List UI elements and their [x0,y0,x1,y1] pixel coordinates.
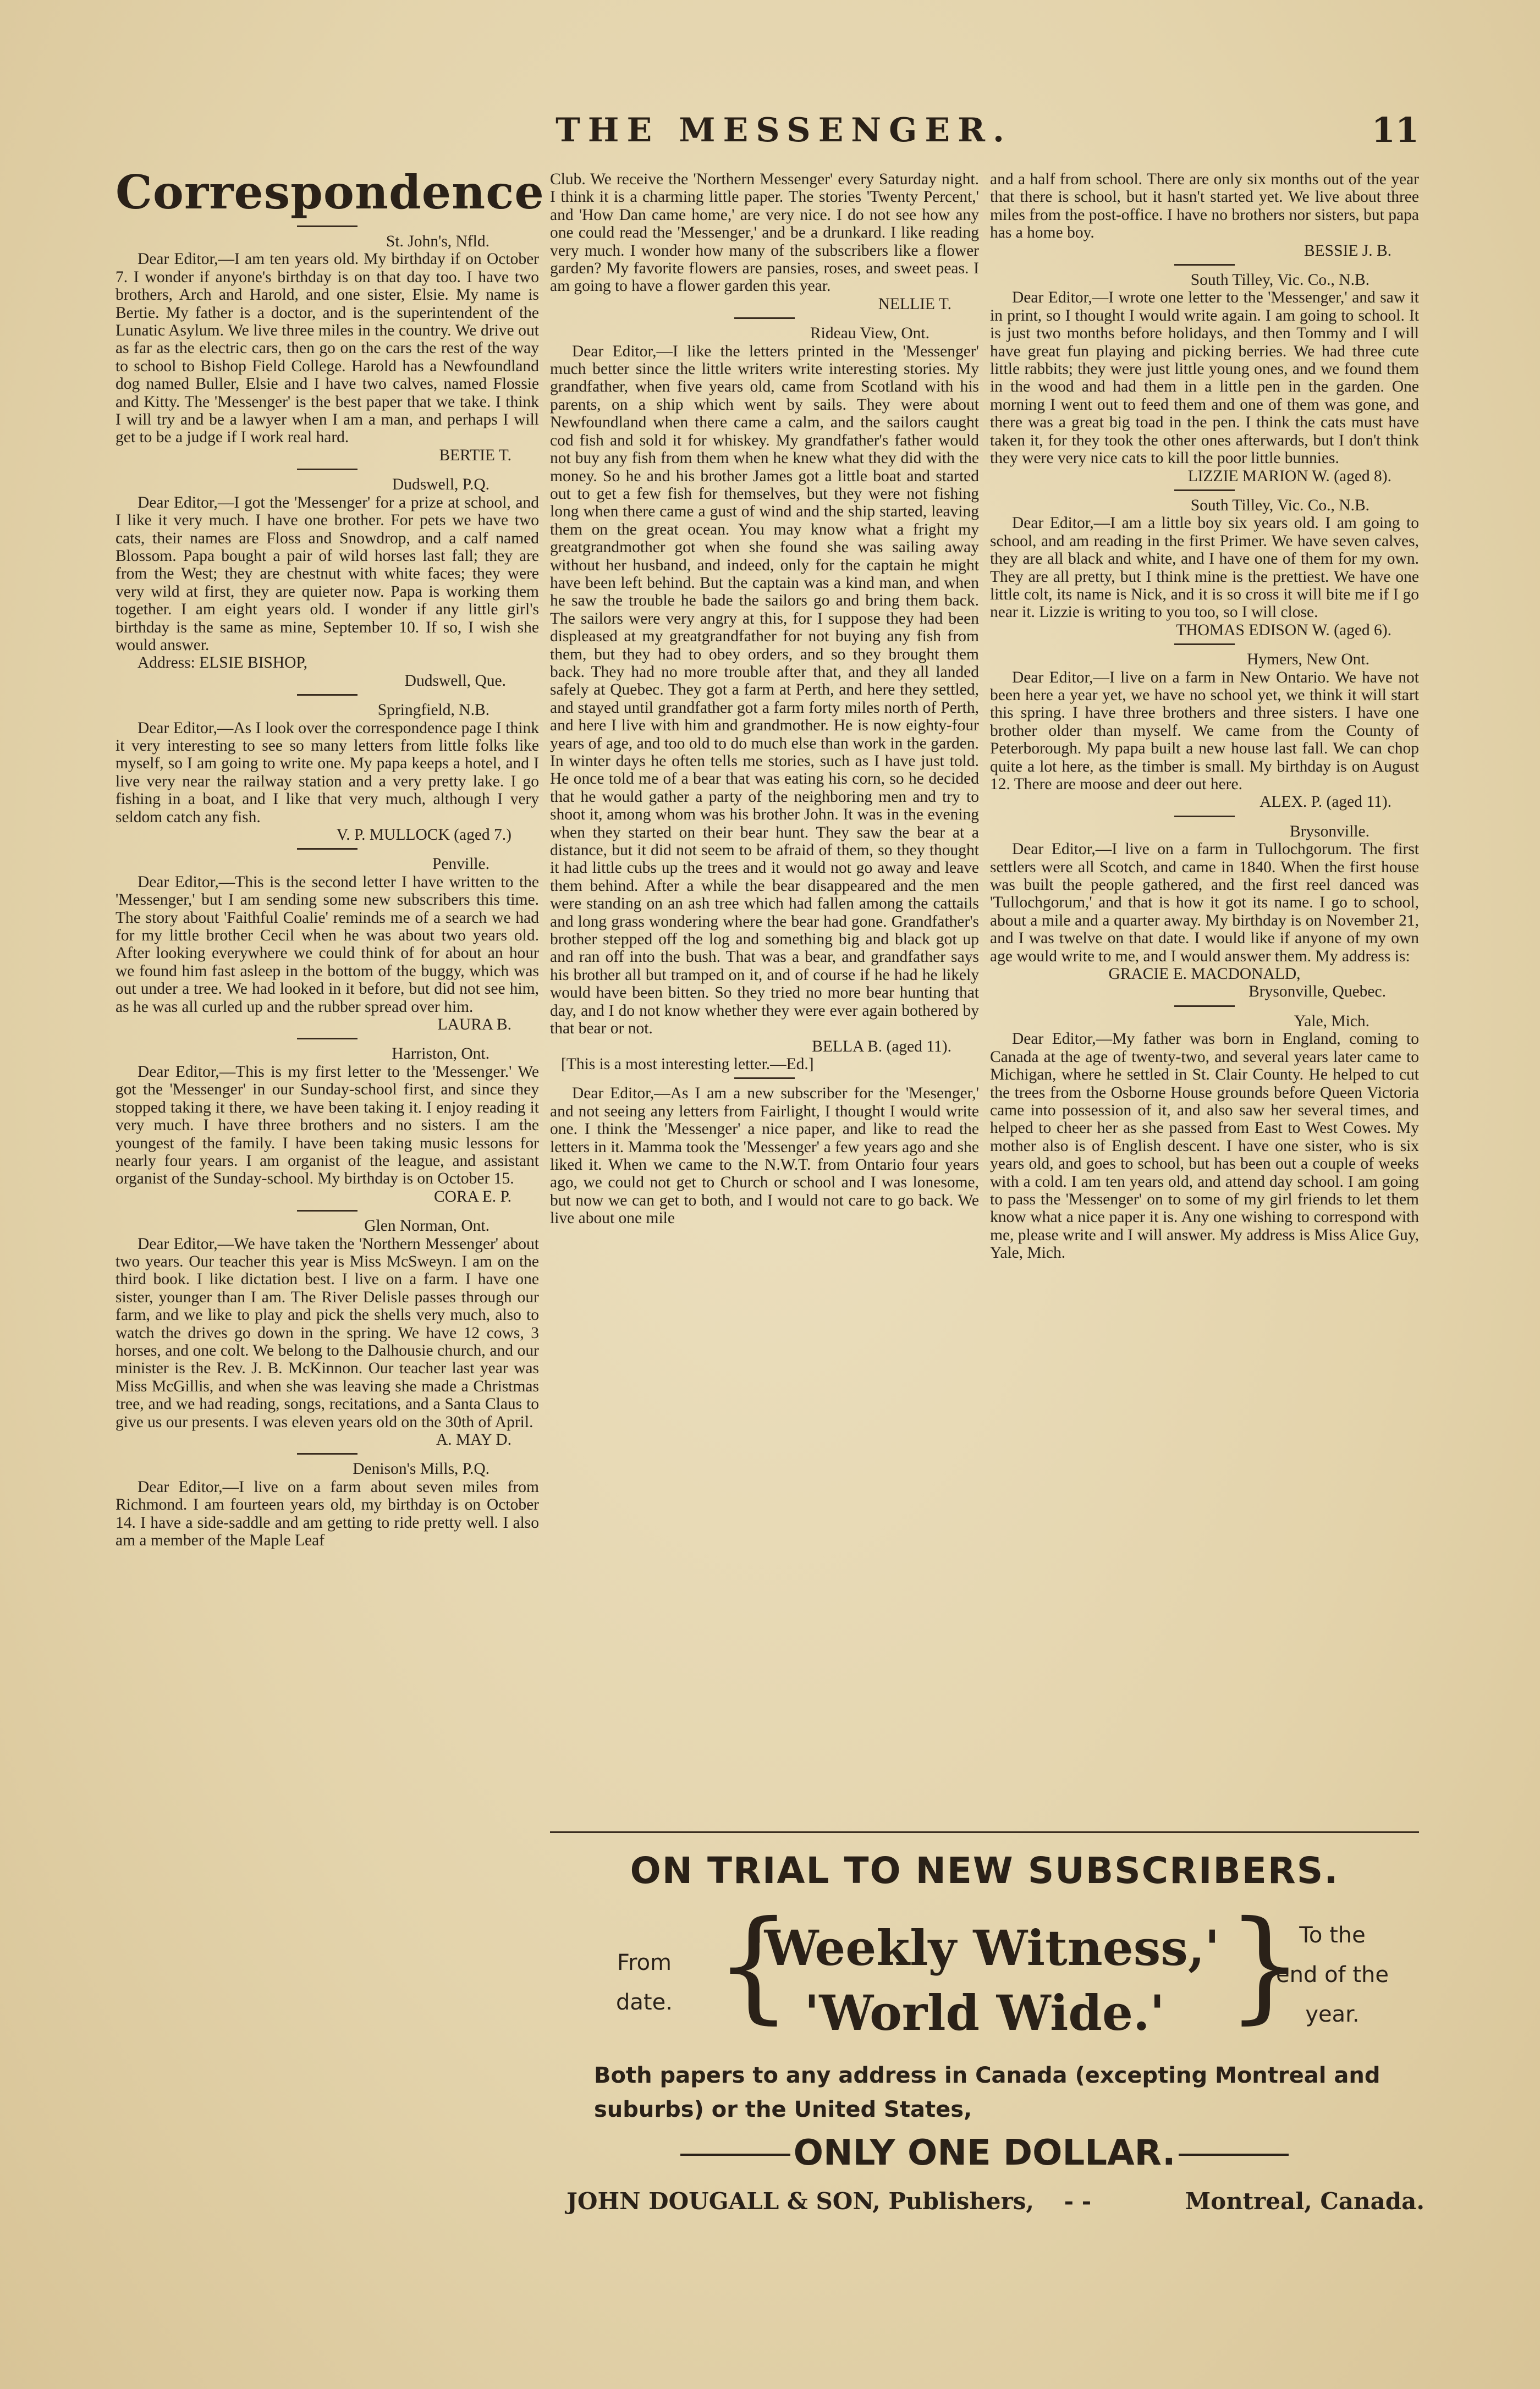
letter-body: Dear Editor,—My father was born in England, coming to Canada at the age of twenty-two, and several years later came to Michigan, where he settled in St. Clair County. He helped to cut the trees from the Osborne House grounds before Queen Victoria came into possession of it, and also saw her several times, and helped to cheer her as she passed from East to West Cowes. My mother also is of English descent. I have one sister, who is six years old, and goes to school, but has been out a couple of weeks with a cold. I am ten years old, and attend day school. I am going to pass the 'Messenger' on to some of my girl friends to let them know what a nice paper it is. Any one wishing to correspond with me, please write and I will answer. My address is Miss Alice Guy, Yale, Mich. [990,1030,1419,1262]
section-heading: Correspondence [116,165,544,219]
letter-place: Springfield, N.B. [377,701,490,719]
letter-body: Dear Editor,—We have taken the 'Northern Messenger' about two years. Our teacher this year is Miss McSweyn. I am on the third book. I like dictation best. I live on a farm. I have one sister, younger than I am. The River Delisle passes through our farm, and we like to play and pick the shells very much, also to watch the drives go down in the spring. We have 12 cows, 3 horses, and one colt. We belong to the Dalhousie church, and our minister is the Rev. J. B. McKinnon. Our teacher last year was Miss McGillis, and when she was leaving she made a Christmas tree, and we had reading, songs, recitations, and a Santa Claus to give us our presents. I was eleven years old on the 30th of April. [116,1235,539,1431]
right-brace-icon: } [1226,1895,1304,2035]
letter-body: Dear Editor,—I wrote one letter to the 'Messenger,' and saw it in print, so I thought I would write again. I am going to school. It is just two months before holidays, and then Tommy and I will have great fun playing and picking berries. We had three cute little rabbits; they were just little young ones, and we found them in the wood and had them in a little pen in the garden. One morning I went out to feed them and one of them was gone, and there was a great big toad in the pen. I think the cats must have taken it, for they took the other ones afterwards, but I don't think they were very nice cats to kill the poor little bunnies. [990,289,1419,467]
letter-place: Glen Norman, Ont. [364,1217,490,1235]
newspaper-title: THE MESSENGER. [556,111,1012,150]
letter [990,271,1419,485]
letter [116,1217,539,1449]
letter-signature: LIZZIE MARION W. (aged 8). [1187,467,1392,485]
ad-from-label: From [617,1950,672,1975]
ad-publisher [566,2188,1425,2215]
ad-publisher-name: JOHN DOUGALL & SON, Publishers, [566,2188,1035,2215]
letter-place: Denison's Mills, P.Q. [353,1460,490,1478]
letter-body: Dear Editor,—I live on a farm in Tullochgorum. The first settlers were all Scotch, and came in 1840. When the first house was built the people gathered, and the first reel danced was 'Tullochgorum,' and that is how it got its name. I go to school, about a mile and a quarter away. My birthday is on November 21, and I was twelve on that date. I would like if anyone of my own age would write to me, and I would answer them. My address is: [990,840,1419,965]
letter-signature: V. P. MULLOCK (aged 7.) [336,826,512,844]
ad-date-label: date. [616,1990,673,2015]
ad-right-line: To the [1299,1923,1366,1948]
letter-signature: A. MAY D. [436,1431,512,1449]
letter-place: Harriston, Ont. [392,1045,490,1063]
subscription-advertisement [550,1831,1425,2229]
letter-body: Dear Editor,—I like the letters printed in the 'Messenger' much better since the little writers write interesting stories. My grandfather, when five years old, came from Scotland with his parents, on a ship which went by sails. They were about Newfoundland when there came a calm, and the sailors caught cod fish and sold it for whiskey. My grandfather's father would not buy any fish from them when he knew what they did with the money. So he and his brother James got a little boat and started out to get a few fish for themselves, but they were not fishing long when there came a gust of wind and the ship started, leaving them on the great ocean. You may know what a fright my greatgrandmother got when she found she was sailing away without her husband, and indeed, only for the captain he might have been left behind. But the captain was a kind man, and when he saw the trouble he bade the sailors go and bring them back. The sailors were very angry at this, for I suppose they had been displeased at my greatgrandfather for not buying any fish from them, but they had to obey orders, and so they brought them back. They had no more trouble after that, and they all landed safely at Quebec. They got a farm at Perth, and here they settled, and stayed until grandfather got a farm forty miles north of Perth, and here I live with him and grandmother. He is now eighty-four years of age, and too old to do much else than work in the garden. In winter days he often tells me stories, such as I have just told. He once told me of a bear that was eating his corn, so he decided that he would gather a party of the neighboring men and try to shoot it, among whom was his brother John. It was in the evening when they started on their bear hunt. They saw the bear at a distance, but it did not seem to be afraid of them, so they thought it had little cubs up the trees and it would not go away and leave them behind. After a while the bear disappeared and the men were standing on an ash tree which had fallen among the cattails and long grass wondering where the bear had gone. Grandfather's brother stepped off the log and something big and black got up and ran off into the bush. That was a bear, and grandfather says his brother all but tramped on it, and of course if he had he likely would have been bitten. So they tried no more bear hunting that day, and I do not know whether they were ever again bothered by that bear or not. [550,342,979,1038]
letter-place: Penville. [432,855,490,873]
decorative-rule [1179,2154,1289,2156]
letter [990,1012,1419,1262]
column-3 [990,170,1419,1265]
letter [116,1045,539,1205]
letter-place: Yale, Mich. [1294,1012,1370,1030]
ad-paper-name: 'World Wide.' [804,1984,1165,2041]
ad-separator: - - [1064,2188,1092,2215]
letter-place: South Tilley, Vic. Co., N.B. [1190,271,1370,289]
letter-place: South Tilley, Vic. Co., N.B. [1190,496,1370,514]
letter [990,823,1419,1001]
letter [990,170,1419,260]
ad-city: Montreal, Canada. [1185,2188,1425,2215]
letter-body-continued: and a half from school. There are only six months out of the year that there is school, but it hasn't started yet. We live about three miles from the post-office. I have no brothers nor sisters, but papa has a home boy. [990,170,1419,242]
divider [297,1038,358,1039]
ad-right-text [1276,1915,1389,2034]
ad-headline: ON TRIAL TO NEW SUBSCRIBERS. [630,1849,1339,1892]
letter-address: Brysonville, Quebec. [1248,983,1386,1001]
divider [1174,1005,1235,1007]
divider [297,848,358,850]
letter [116,476,539,690]
letter-signature: BERTIE T. [439,446,512,464]
divider [734,317,795,319]
column-2 [550,170,979,1231]
letter-place: St. John's, Nfld. [386,233,490,250]
divider [1174,816,1235,817]
column-1 [116,165,544,1553]
ad-price-text: ONLY ONE DOLLAR. [793,2133,1176,2173]
letter [550,1085,979,1227]
divider [1174,489,1235,491]
letter [990,651,1419,811]
letter [116,701,539,844]
letter-place: Hymers, New Ont. [1247,651,1370,669]
letter-body: Dear Editor,—I live on a farm in New Ontario. We have not been here a year yet, we have no school yet, we think it will start this spring. I have three brothers and three sisters. I have one brother older than myself. We came from the County of Peterborough. My papa built a new house last fall. We can chop quite a lot here, as the timber is small. My birthday is on August 12. There are moose and deer out here. [990,668,1419,793]
divider [734,1077,795,1079]
letter-place: Rideau View, Ont. [810,324,930,343]
left-brace-icon: { [715,1895,792,2035]
ad-right-line: end of the [1276,1962,1389,1988]
divider [297,1453,358,1455]
ad-both-papers-text: Both papers to any address in Canada (excepting Montreal and suburbs) or the United States, [594,2063,1380,2122]
letter-signature: BESSIE J. B. [1304,241,1392,260]
letter-body: Dear Editor,—I got the 'Messenger' for a prize at school, and I like it very much. I have one brother. For pets we have two cats, their names are Floss and Snowdrop, and a calf named Blossom. Papa bought a pair of wild horses last fall; they are from the West; they are chestnut with white faces; they were very wild at first, they are quieter now. Papa is working them together. I am eight years old. I wonder if any little girl's birthday is the same as mine, September 10. If so, I wish she would answer. [116,493,539,654]
letter-signature: BELLA B. (aged 11). [812,1037,952,1055]
letter-place: Dudswell, P.Q. [392,476,490,494]
letter [550,170,979,313]
letter-body: Dear Editor,—This is my first letter to the 'Messenger.' We got the 'Messenger' in our Sunday-school first, and since they stopped taking it there, we have been taking it. I enjoy reading it very much. I have three brothers and no sisters. I am the youngest of the family. I have been taking music lessons for nearly four years. I am organist of the league, and assistant organist of the Sunday-school. My birthday is on October 15. [116,1063,539,1188]
page-number: 11 [1371,110,1419,150]
ad-paper-name: 'Weekly Witness,' [749,1919,1220,1977]
letter [550,324,979,1073]
divider [297,1210,358,1212]
ad-price [550,2133,1419,2173]
letter-body: Dear Editor,—I am a little boy six years old. I am going to school, and am reading in the first Primer. We have seven calves, they are all black and white, and I have one of them for my own. They are all pretty, but I think mine is the prettiest. We have one little colt, its name is Nick, and it is so cross it will bite me if I go near it. Lizzie is writing to you too, so I will close. [990,514,1419,621]
letter-signature: ALEX. P. (aged 11). [1260,793,1392,811]
letter-address: Dudswell, Que. [404,671,506,690]
letter-body-continued: Club. We receive the 'Northern Messenger' every Saturday night. I think it is a charming little paper. The stories 'Twenty Percent,' and 'How Dan came home,' are very nice. I do not see how any one could read the 'Messenger,' and be a drunkard. I like reading very much. I wonder how many of the subscribers like a flower garden? My favorite flowers are pansies, roses, and sweet peas. I am going to have a flower garden this year. [550,170,979,295]
editor-note: [This is a most interesting letter.—Ed.] [561,1055,814,1073]
letter [116,233,539,464]
letter-address: Address: ELSIE BISHOP, [138,654,307,672]
ad-left-text [616,1943,673,2022]
letter-signature: CORA E. P. [434,1187,512,1205]
letter-place: Brysonville. [1289,822,1370,840]
letter-signature: THOMAS EDISON W. (aged 6). [1176,621,1392,639]
letter-signature: NELLIE T. [878,295,952,313]
letter [990,497,1419,639]
divider [1174,264,1235,266]
divider [297,225,358,227]
divider [297,469,358,470]
letter-body: Dear Editor,—This is the second letter I have written to the 'Messenger,' but I am sending some new subscribers this time. The story about 'Faithful Coalie' reminds me of a search we had for my little brother Cecil when he was about two years old. After looking everywhere we could think of for about an hour we found him fast asleep in the bottom of the buggy, which was out under a tree. We had looked in it before, but did not see him, as he was all curled up and the rubber spread over him. [116,873,539,1016]
divider [297,694,358,696]
letter-body: Dear Editor,—As I look over the correspondence page I think it very interesting to see so many letters from little folks like myself, so I am going to write one. My papa keeps a hotel, and I live very near the railway station and a very pretty lake. I go fishing in a boat, and I like that very much, although I very seldom catch any fish. [116,719,539,826]
letter-body: Dear Editor,—As I am a new subscriber for the 'Mesenger,' and not seeing any letters from Fairlight, I thought I would write one. I think the 'Messenger' a nice paper, and like to read the letters in it. Mamma took the 'Messenger' a few years ago and she liked it. When we came to the N.W.T. from Ontario four years ago, we could not get to Church or school and I was lonesome, but now we can get to both, and I would not care to go back. We live about one mile [550,1085,979,1227]
decorative-rule [680,2154,790,2156]
letter-signature: LAURA B. [437,1016,512,1034]
masthead [116,104,1452,154]
letter [116,855,539,1033]
letter-body: Dear Editor,—I am ten years old. My birthday if on October 7. I wonder if anyone's birthday is on that day too. I have two brothers, Arch and Harold, and one sister, Elsie. My name is Bertie. My father is a doctor, and is the superintendent of the Lunatic Asylum. We live three miles in the country. We drive out as far as the electric cars, then go on the cars the rest of the way to school to Bishop Field College. Harold has a Newfoundland dog named Buller, Elsie and I have two calves, named Flossie and Kitty. The 'Messenger' is the best paper that we take. I think I will try and be a lawyer when I am a man, and perhaps I will get to be a judge if I work real hard. [116,250,539,447]
letter-address: GRACIE E. MACDONALD, [1108,965,1301,983]
letter-body: Dear Editor,—I live on a farm about seven miles from Richmond. I am fourteen years old, my birthday is on October 14. I have a side-saddle and am getting to ride pretty well. I also am a member of the Maple Leaf [116,1478,539,1550]
ad-paper-names [743,1915,1226,2045]
divider [1174,643,1235,645]
ad-right-line: year. [1305,2002,1360,2027]
letter [116,1460,539,1549]
